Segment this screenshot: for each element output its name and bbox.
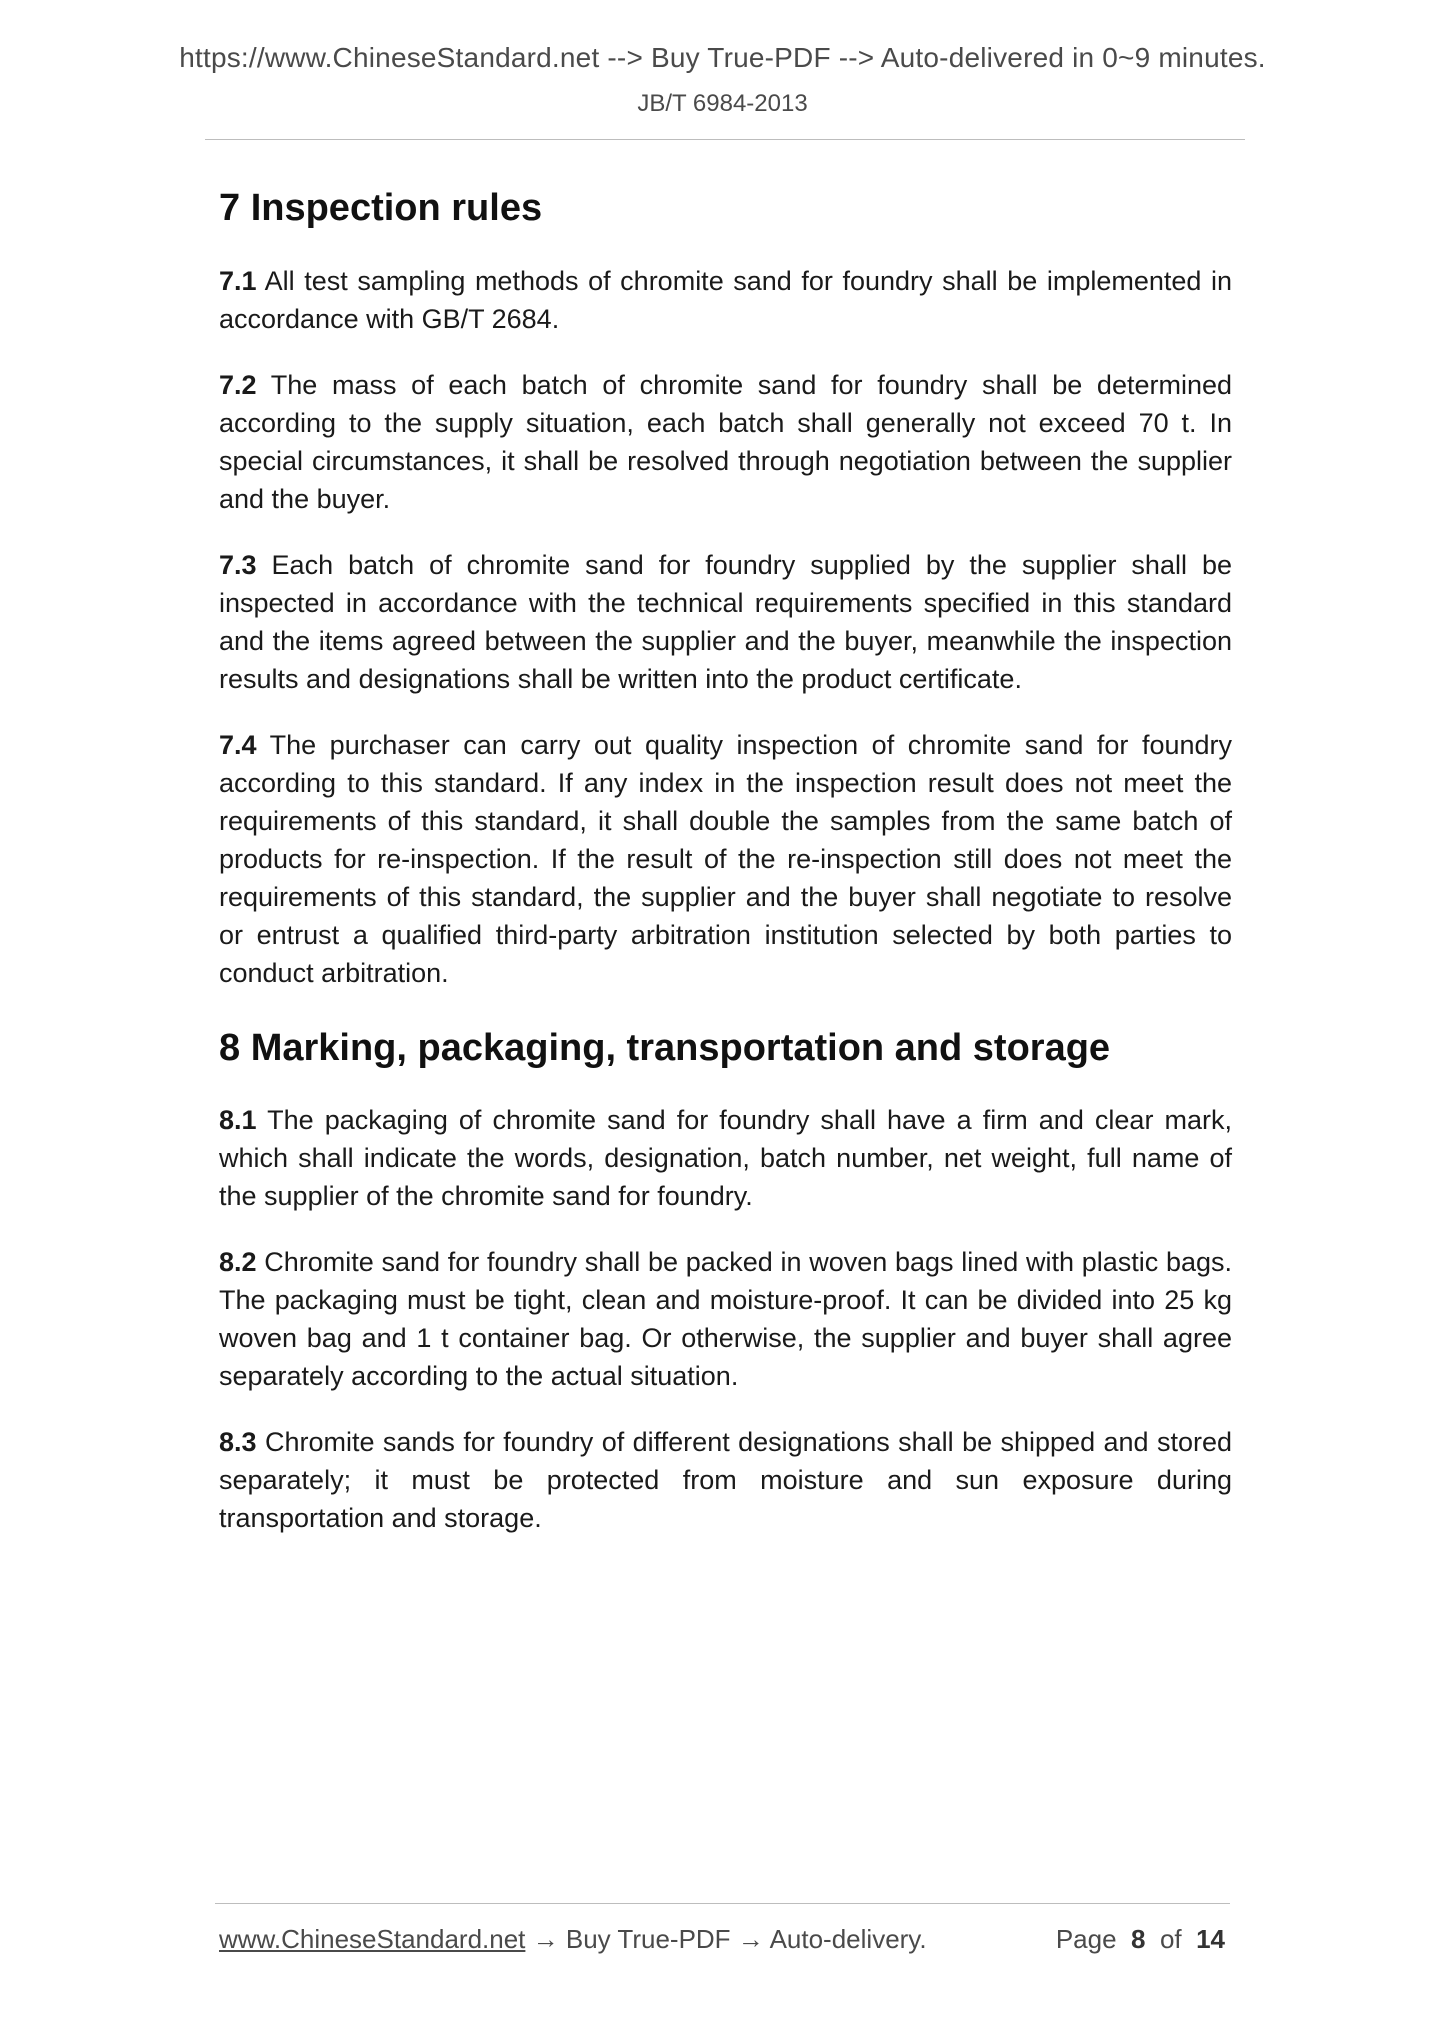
clause-text: All test sampling methods of chromite sand for foundry shall be implemented in accordance with GB/T 2684. (219, 265, 1233, 334)
of-label: of (1159, 1924, 1182, 1954)
page-label: Page (1055, 1924, 1117, 1954)
top-banner: https://www.ChineseStandard.net --> Buy True-PDF --> Auto-delivered in 0~9 minutes. (179, 42, 1266, 73)
header-divider (205, 139, 1245, 140)
clause-8-1 (219, 1101, 1232, 1215)
footer-site-link[interactable]: www.ChineseStandard.net (219, 1924, 526, 1954)
footer-divider (215, 1903, 1230, 1904)
total-pages: 14 (1196, 1924, 1225, 1954)
standard-code: JB/T 6984-2013 (637, 90, 808, 117)
clause-number: 7.4 (219, 729, 257, 760)
clause-number: 8.1 (219, 1105, 257, 1136)
clause-text: Each batch of chromite sand for foundry supplied by the supplier shall be inspected in accordance with the technical requirements specified in this standard and the items agreed between the supplier and the buyer, meanwhile the inspection results and designations shall be written into the product certificate. (219, 549, 1232, 694)
clause-text: The purchaser can carry out quality inspection of chromite sand for foundry according to this standard. If any index in the inspection result does not meet the requirements of this standard, it shall double the samples from the same batch of products for re-inspection. If the result of the re-inspection still does not meet the requirements of this standard, the supplier and the buyer shall negotiate to resolve or entrust a qualified third-party arbitration institution selected by both parties to conduct arbitration. (219, 729, 1232, 988)
clause-7-4 (219, 726, 1232, 992)
clause-8-2 (219, 1243, 1232, 1395)
clause-text: The packaging of chromite sand for foundry shall have a firm and clear mark, which shall indicate the words, designation, batch number, net weight, full name of the supplier of the chromite sand for foundry. (219, 1105, 1233, 1212)
clause-number: 7.1 (219, 265, 257, 296)
footer-tagline: → Buy True-PDF → Auto-delivery. (525, 1924, 927, 1954)
section-7-heading: 7 Inspection rules (219, 187, 543, 229)
clause-number: 8.3 (219, 1427, 257, 1458)
clause-number: 7.3 (219, 549, 257, 580)
clause-7-1 (219, 262, 1232, 338)
footer-promo (219, 1924, 927, 1955)
page-indicator (1056, 1924, 1225, 1955)
clause-text: The mass of each batch of chromite sand for foundry shall be determined according to the supply situation, each batch shall generally not exceed 70 t. In special circumstances, it shall be resolved through negotiation between the supplier and the buyer. (219, 369, 1233, 514)
current-page: 8 (1131, 1924, 1146, 1954)
clause-7-3 (219, 546, 1232, 698)
clause-number: 8.2 (219, 1247, 257, 1278)
clause-8-3 (219, 1423, 1232, 1537)
clause-7-2 (219, 366, 1232, 518)
section-8-heading: 8 Marking, packaging, transportation and storage (219, 1026, 1111, 1069)
clause-number: 7.2 (219, 369, 257, 400)
document-body (219, 170, 1232, 1565)
clause-text: Chromite sands for foundry of different designations shall be shipped and stored separately; it must be protected from moisture and sun exposure during transportation and storage. (219, 1427, 1232, 1534)
clause-text: Chromite sand for foundry shall be packed in woven bags lined with plastic bags. The packaging must be tight, clean and moisture-proof. It can be divided into 25 kg woven bag and 1 t container bag. Or otherwise, the supplier and buyer shall agree separately according to the actual situation. (219, 1247, 1232, 1392)
